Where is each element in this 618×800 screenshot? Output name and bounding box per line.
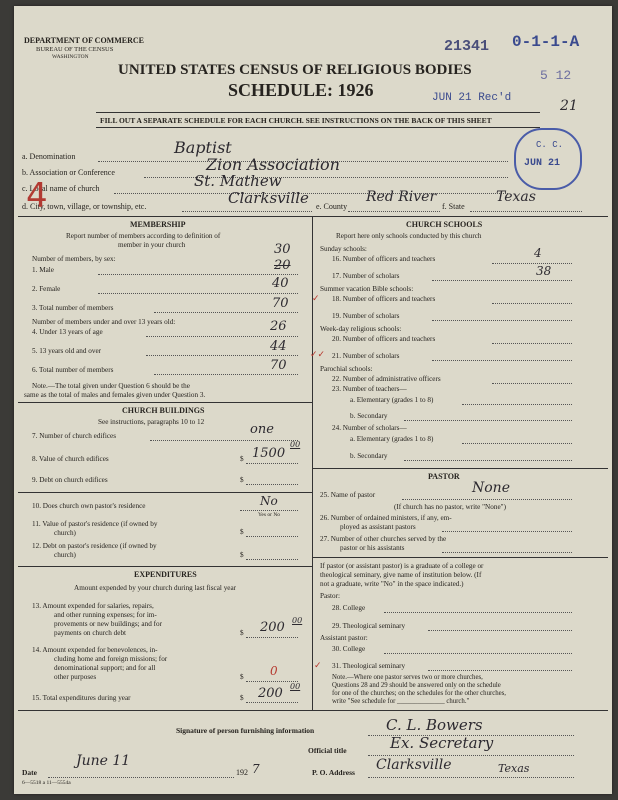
q30-label: 30. College (332, 645, 366, 653)
q3-label: 3. Total number of members (32, 304, 114, 312)
expenditures-heading: EXPENDITURES (134, 570, 197, 579)
membership-note: Note.—The total given under Question 6 should be the (32, 382, 190, 390)
graduate-note: If pastor (or assistant pastor) is a graduate of a college or (320, 562, 484, 570)
pastor-note-2: Questions 28 and 29 should be answered only on the schedule (332, 682, 501, 689)
instruction-banner: FILL OUT A SEPARATE SCHEDULE FOR EACH CHURCH. SEE INSTRUCTIONS ON THE BACK OF THIS SHEET (100, 116, 492, 125)
q15-label: 15. Total expenditures during year (32, 694, 131, 702)
summer-schools-label: Summer vacation Bible schools: (320, 285, 414, 293)
q23b-label: b. Secondary (350, 412, 388, 420)
q14-dollar: $ (240, 673, 244, 681)
q10-value: No (260, 494, 278, 508)
year-digit: 7 (252, 762, 260, 776)
state-label: f. State (442, 202, 465, 211)
handwritten-number: 21 (560, 98, 578, 114)
q22-label: 22. Number of administrative officers (332, 375, 441, 383)
city-label: d. City, town, village, or township, etc. (22, 202, 147, 211)
expenditures-sub: Amount expended by your church during last fiscal year (74, 584, 237, 592)
date-value: June 11 (76, 753, 131, 769)
q1-label: 1. Male (32, 266, 54, 274)
by-sex-label: Number of members, by sex: (32, 255, 116, 263)
q15-dollar: $ (240, 694, 244, 702)
q4-under13-value: 26 (270, 319, 287, 334)
q18-label: 18. Number of officers and teachers (332, 295, 436, 303)
q2-female-value: 40 (272, 276, 289, 291)
q14-value: 0 (270, 664, 278, 678)
form-number: 6—5518 a 11—5554a (22, 780, 71, 786)
q11-dollar: $ (240, 528, 244, 536)
q28-label: 28. College (332, 604, 366, 612)
q23-label: 23. Number of teachers— (332, 385, 407, 393)
serial-number: 21341 (444, 38, 490, 55)
membership-intro-2: member in your church (118, 241, 186, 249)
graduate-note-2: theological seminary, give name of institution below. (If (320, 571, 482, 579)
q2-label: 2. Female (32, 285, 61, 293)
q3-total-value: 70 (272, 296, 289, 311)
official-title-label: Official title (308, 746, 347, 755)
denomination-label: a. Denomination (22, 152, 76, 161)
date-label: Date (22, 768, 37, 777)
assistant-pastor-subheading: Assistant pastor: (320, 634, 368, 642)
po-address-state: Texas (498, 762, 530, 775)
q4-label: 4. Under 13 years of age (32, 328, 103, 336)
pastor-subheading: Pastor: (320, 592, 340, 600)
q20-label: 20. Number of officers and teachers (332, 335, 436, 343)
signature-value: C. L. Bowers (386, 716, 483, 734)
bureau-label: BUREAU OF THE CENSUS (36, 46, 114, 53)
po-address-value: Clarksville (376, 757, 452, 773)
q16-value: 4 (534, 246, 542, 260)
denomination-value: Baptist (174, 138, 232, 157)
q31-label: 31. Theological seminary (332, 662, 406, 670)
q6-label: 6. Total number of members (32, 366, 114, 374)
graduate-note-3: not a graduate, write "No" in the space indicated.) (320, 580, 464, 588)
q25-hint: (If church has no pastor, write "None") (394, 503, 506, 511)
census-schedule-page (14, 6, 612, 794)
weekday-schools-label: Week-day religious schools: (320, 325, 402, 333)
q1-male-value: 30 (274, 242, 291, 257)
q25-label: 25. Name of pastor (320, 491, 376, 499)
corner-number: 5 12 (540, 68, 572, 83)
pastor-heading: PASTOR (428, 472, 460, 481)
q24b-label: b. Secondary (350, 452, 388, 460)
check-mark-18: ✓ (312, 294, 320, 304)
pastor-note: Note.—Where one pastor serves two or more churches, (332, 674, 483, 681)
q12-dollar: $ (240, 551, 244, 559)
q13-cents: 00 (292, 616, 303, 625)
q7-label: 7. Number of church edifices (32, 432, 117, 440)
check-mark-21: ✓✓ (310, 350, 326, 360)
q24a-label: a. Elementary (grades 1 to 8) (350, 435, 434, 443)
q5-label: 5. 13 years old and over (32, 347, 102, 355)
q13-label-2: and other running expenses; for im- (54, 611, 157, 619)
association-value: Zion Association (206, 155, 340, 174)
check-mark-31: ✓ (314, 661, 322, 671)
q9-dollar: $ (240, 476, 244, 484)
pastor-note-3: for one of the churches; on the schedules for the other churches, (332, 690, 507, 697)
q15-cents: 00 (290, 682, 301, 691)
official-title-value: Ex. Secretary (390, 734, 494, 752)
q13-value: 200 (260, 620, 285, 635)
q16-label: 16. Number of officers and teachers (332, 255, 436, 263)
q26-label-2: ployed as assistant pastors (340, 523, 416, 531)
red-margin-mark: 4 (26, 176, 48, 216)
q8-value: 1500 (252, 446, 286, 461)
q6-total-value: 70 (270, 358, 287, 373)
seal-text: C. C. (536, 140, 564, 150)
q14-label-2: cluding home and foreign missions; for (54, 655, 168, 663)
buildings-heading: CHURCH BUILDINGS (122, 406, 205, 415)
scalloped-seal-stamp (514, 128, 582, 190)
q17-value: 38 (536, 264, 552, 278)
received-stamp: JUN 21 Rec'd (432, 92, 512, 104)
classification-code: 0-1-1-A (512, 33, 580, 51)
q11-label-2: church) (54, 529, 76, 537)
q9-label: 9. Debt on church edifices (32, 476, 108, 484)
year-prefix: 192 (236, 768, 248, 777)
buildings-sub: See instructions, paragraphs 10 to 12 (98, 418, 205, 426)
q25-value: None (472, 480, 510, 496)
q12-label: 12. Debt on pastor's residence (if owned by (32, 542, 157, 550)
parochial-schools-label: Parochial schools: (320, 365, 373, 373)
state-value: Texas (496, 189, 536, 205)
schools-heading: CHURCH SCHOOLS (406, 220, 483, 229)
form-title: UNITED STATES CENSUS OF RELIGIOUS BODIES (118, 62, 472, 78)
q10-hint: Yes or No (258, 512, 281, 518)
q17-label: 17. Number of scholars (332, 272, 400, 280)
signature-label: Signature of person furnishing information (176, 726, 315, 735)
association-label: b. Association or Conference (22, 168, 115, 177)
county-label: e. County (316, 202, 348, 211)
q15-value: 200 (258, 686, 283, 701)
department-label: DEPARTMENT OF COMMERCE (24, 36, 145, 45)
q8-label: 8. Value of church edifices (32, 455, 109, 463)
q5-over13-value: 44 (270, 339, 287, 354)
q7-value: one (250, 422, 274, 437)
pastor-note-4: write "See schedule for ______________ church." (332, 698, 470, 705)
seal-date: JUN 21 (524, 158, 561, 169)
q14-label-4: other purposes (54, 673, 97, 681)
sunday-schools-label: Sunday schools: (320, 245, 367, 253)
membership-note-2: same as the total of males and females given under Question 3. (24, 391, 206, 399)
city-value: Clarksville (228, 189, 309, 207)
q21-label: 21. Number of scholars (332, 352, 400, 360)
q1-struck-value: 20 (274, 258, 291, 273)
membership-heading: MEMBERSHIP (130, 220, 186, 229)
q8-dollar: $ (240, 455, 244, 463)
q27-label-2: pastor or his assistants (340, 544, 405, 552)
q24-label: 24. Number of scholars— (332, 424, 407, 432)
q23a-label: a. Elementary (grades 1 to 8) (350, 396, 434, 404)
q13-dollar: $ (240, 629, 244, 637)
age-intro: Number of members under and over 13 years old: (32, 318, 176, 326)
county-value: Red River (366, 189, 437, 205)
membership-intro: Report number of members according to definition of (66, 232, 221, 240)
schools-sub: Report here only schools conducted by this church (336, 232, 482, 240)
local-name-label: c. Local name of church (22, 184, 100, 193)
schedule-title: SCHEDULE: 1926 (228, 80, 374, 100)
q29-label: 29. Theological seminary (332, 622, 406, 630)
q27-label: 27. Number of other churches served by the (320, 535, 447, 543)
q11-label: 11. Value of pastor's residence (if owned by (32, 520, 158, 528)
q8-cents: 00 (290, 440, 301, 449)
q12-label-2: church) (54, 551, 76, 559)
q13-label: 13. Amount expended for salaries, repairs, (32, 602, 154, 610)
city-label: WASHINGTON (52, 54, 89, 60)
q13-label-4: payments on church debt (54, 629, 127, 637)
q19-label: 19. Number of scholars (332, 312, 400, 320)
q14-label-3: denominational support; and for all (54, 664, 156, 672)
q13-label-3: provements or new buildings; and for (54, 620, 162, 628)
q14-label: 14. Amount expended for benevolences, in- (32, 646, 158, 654)
po-address-label: P. O. Address (312, 768, 355, 777)
q26-label: 26. Number of ordained ministers, if any, em- (320, 514, 452, 522)
local-name-value: St. Mathew (194, 172, 282, 190)
q10-label: 10. Does church own pastor's residence (32, 502, 146, 510)
